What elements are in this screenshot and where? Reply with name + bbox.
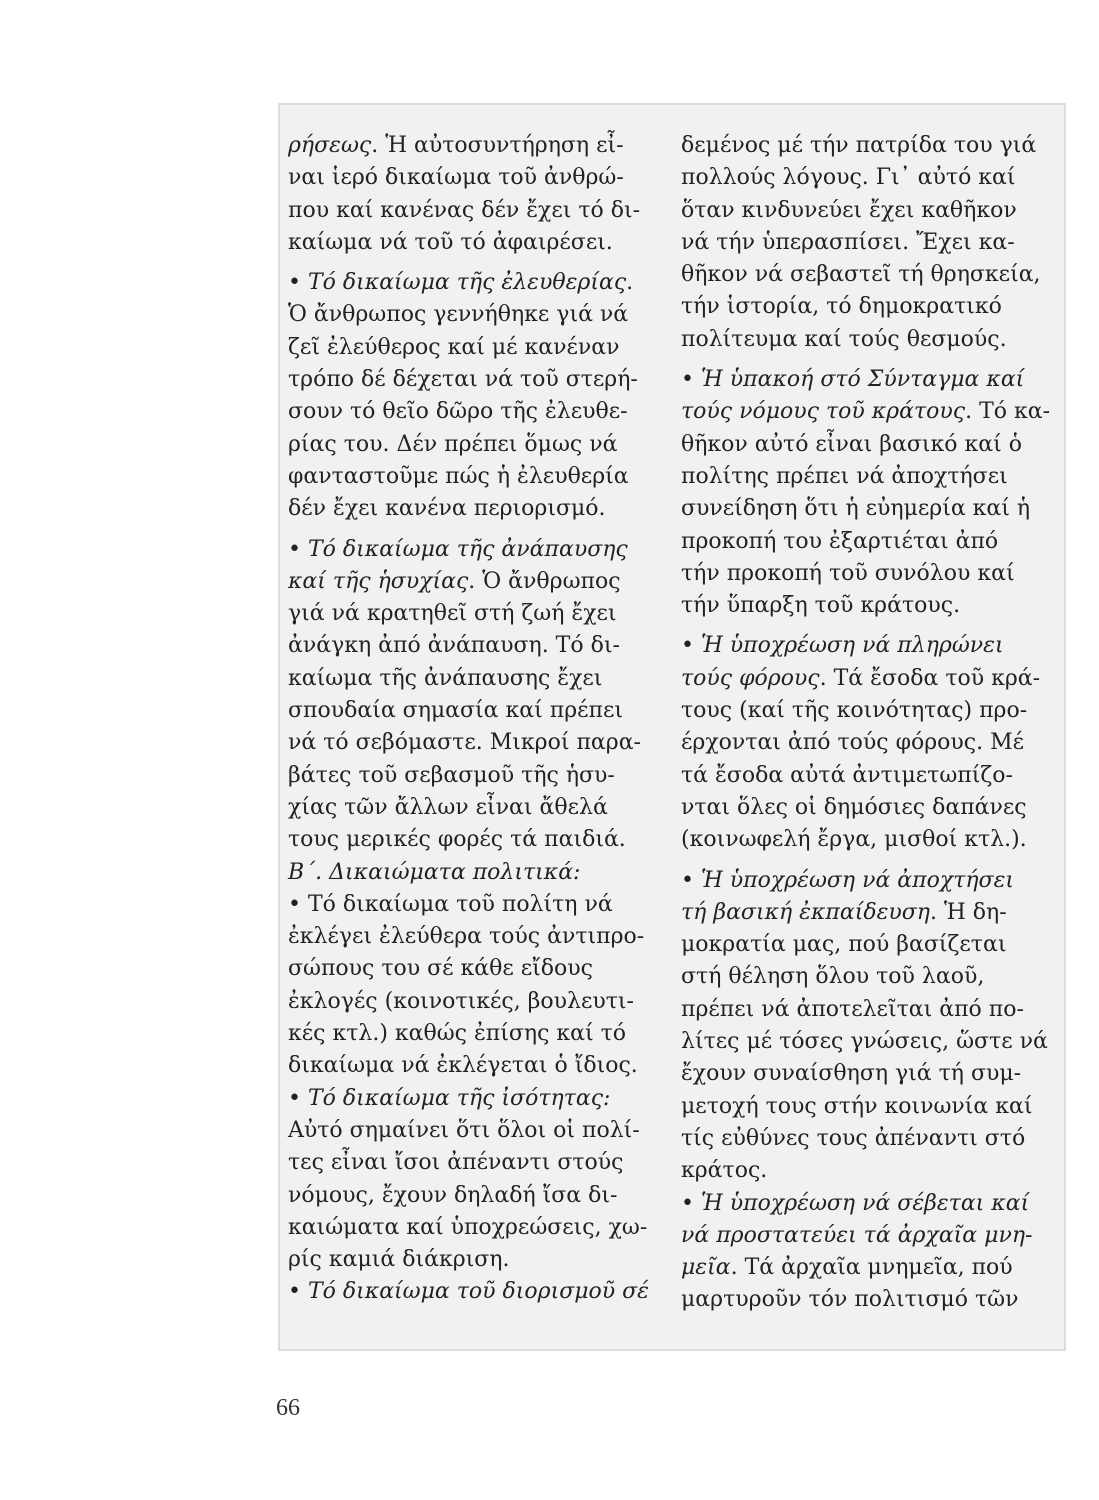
- body-text: • Τό δικαίωμα τοῦ πολίτη νά: [288, 891, 613, 917]
- text-line: [288, 1276, 668, 1308]
- text-line: [288, 857, 668, 889]
- body-text: καίωμα τῆς ἀνάπαυσης ἔχει: [288, 665, 603, 691]
- italic-text: Τό δικαίωμα τῆς ἐλευθερίας: [307, 270, 627, 296]
- text-line: [288, 1083, 668, 1115]
- text-line: [288, 566, 668, 598]
- text-line: [288, 727, 668, 759]
- body-text: ἐκλογές (κοινοτικές, βουλευτι-: [288, 988, 634, 1014]
- text-line: [288, 760, 668, 792]
- body-text: •: [681, 367, 701, 393]
- body-text: κές κτλ.) καθώς ἐπίσης καί τό: [288, 1021, 627, 1047]
- text-line: [288, 396, 668, 428]
- body-text: νά τό σεβόμαστε. Μικροί παρα-: [288, 730, 641, 756]
- italic-text: Τό δικαίωμα τοῦ διορισμοῦ σέ: [307, 1279, 649, 1305]
- text-line: [288, 663, 668, 695]
- italic-text: Β΄. Δικαιώματα πολιτικά:: [288, 859, 581, 885]
- body-text: σουν τό θεῖο δῶρο τῆς ἐλευθε-: [288, 399, 628, 425]
- body-text: προκοπή του ἐξαρτιέται ἀπό: [681, 528, 999, 554]
- italic-text: Ἡ ὑποχρέωση νά ἀποχτήσει: [700, 867, 1015, 893]
- left-column: [288, 130, 668, 1309]
- body-text: ρίας του. Δέν πρέπει ὅμως νά: [288, 431, 618, 457]
- text-line: [681, 195, 1057, 227]
- body-text: . Ἡ αὐτοσυντήρηση εἶ-: [371, 133, 624, 158]
- text-line: [681, 227, 1057, 259]
- body-text: έρχονται ἀπό τούς φόρους. Μέ: [681, 730, 1025, 756]
- text-line: [681, 1155, 1057, 1187]
- text-line: [681, 324, 1057, 356]
- body-text: ἔχουν συναίσθηση γιά τή συμ-: [681, 1061, 1022, 1087]
- body-text: ὅταν κινδυνεύει ἔχει καθῆκον: [681, 197, 1017, 223]
- body-text: νται ὅλες οἱ δημόσιες δαπάνες: [681, 794, 1027, 820]
- text-line: [681, 461, 1057, 493]
- body-text: . Ὁ ἄνθρωπος: [468, 568, 621, 594]
- body-text: βάτες τοῦ σεβασμοῦ τῆς ἡσυ-: [288, 762, 615, 788]
- body-text: τρόπο δέ δέχεται νά τοῦ στερή-: [288, 367, 638, 393]
- text-line: [288, 332, 668, 364]
- text-line: [681, 590, 1057, 622]
- body-text: . Ἡ δη-: [929, 899, 1007, 925]
- body-text: δεμένος μέ τήν πατρίδα του γιά: [681, 133, 1037, 158]
- text-line: [288, 889, 668, 921]
- text-line: [288, 1180, 668, 1212]
- body-text: . Τά ἔσοδα τοῦ κρά-: [819, 665, 1041, 691]
- text-line: [681, 558, 1057, 590]
- body-text: συνείδηση ὅτι ἡ εὐημερία καί ἡ: [681, 496, 1031, 522]
- italic-text: Ἡ ὑπακοή στό Σύνταγμα καί: [700, 367, 1025, 393]
- italic-text: Ἡ ὑποχρέωση νά σέβεται καί: [700, 1190, 1030, 1216]
- body-text: (κοινωφελή ἔργα, μισθοί κτλ.).: [681, 827, 1027, 853]
- text-line: [681, 291, 1057, 323]
- body-text: νά τήν ὑπερασπίσει. Ἔχει κα-: [681, 229, 1015, 255]
- body-text: τήν προκοπή τοῦ συνόλου καί: [681, 560, 1015, 586]
- body-text: πρέπει νά ἀποτελεῖται ἀπό πο-: [681, 996, 1024, 1022]
- body-text: •: [288, 536, 308, 562]
- text-line: [288, 1212, 668, 1244]
- body-text: τά ἔσοδα αὐτά ἀντιμετωπίζο-: [681, 762, 1013, 788]
- body-text: στή θέληση ὅλου τοῦ λαοῦ,: [681, 964, 985, 990]
- italic-text: τούς νόμους τοῦ κράτους: [681, 399, 966, 425]
- text-line: [681, 162, 1057, 194]
- text-line: [288, 792, 668, 824]
- text-line: [681, 865, 1057, 897]
- text-line: [681, 663, 1057, 695]
- text-line: [288, 461, 668, 493]
- italic-text: νά προστατεύει τά ἀρχαῖα μνη-: [681, 1222, 1033, 1248]
- body-text: τίς εὐθύνες τους ἀπέναντι στό: [681, 1125, 1026, 1151]
- body-text: καίωμα νά τοῦ τό ἀφαιρέσει.: [288, 229, 613, 255]
- body-text: Ὁ ἄνθρωπος γεννήθηκε γιά νά: [288, 302, 629, 328]
- paragraph-gap: [681, 622, 1057, 630]
- paragraph-gap: [681, 857, 1057, 865]
- body-text: θῆκον νά σεβαστεῖ τή θρησκεία,: [681, 262, 1041, 288]
- italic-text: τούς φόρους: [681, 665, 820, 691]
- text-line: [288, 921, 668, 953]
- body-text: τήν ἱστορία, τό δημοκρατικό: [681, 294, 1002, 320]
- body-text: τους (καί τῆς κοινότητας) προ-: [681, 698, 1028, 724]
- text-line: [681, 961, 1057, 993]
- body-text: . Τά ἀρχαῖα μνημεῖα, πού: [730, 1255, 1013, 1281]
- body-text: •: [288, 1279, 308, 1305]
- body-text: .: [626, 270, 634, 296]
- body-text: πολλούς λόγους. Γι᾽ αὐτό καί: [681, 165, 1016, 191]
- text-line: [681, 760, 1057, 792]
- italic-text: ρήσεως: [288, 133, 372, 158]
- body-text: γιά νά κρατηθεῖ στή ζωή ἔχει: [288, 601, 617, 627]
- text-line: [288, 162, 668, 194]
- body-text: . Τό κα-: [965, 399, 1051, 425]
- text-line: [681, 493, 1057, 525]
- text-line: [681, 396, 1057, 428]
- body-text: φανταστοῦμε πώς ἡ ἐλευθερία: [288, 463, 629, 489]
- text-line: [288, 493, 668, 525]
- text-line: [681, 897, 1057, 929]
- text-line: [288, 598, 668, 630]
- text-line: [288, 1115, 668, 1147]
- body-text: μετοχή τους στήν κοινωνία καί: [681, 1093, 1033, 1119]
- body-text: δικαίωμα νά ἐκλέγεται ὁ ἴδιος.: [288, 1053, 638, 1079]
- body-text: ρίς καμιά διάκριση.: [288, 1247, 510, 1273]
- italic-text: Τό δικαίωμα τῆς ἰσότητας:: [307, 1085, 611, 1111]
- text-line: [288, 630, 668, 662]
- body-text: •: [288, 270, 308, 296]
- text-line: [288, 364, 668, 396]
- text-line: [288, 429, 668, 461]
- body-text: ἀνάγκη ἀπό ἀνάπαυση. Τό δι-: [288, 633, 620, 659]
- body-text: τες εἶναι ἴσοι ἀπέναντι στούς: [288, 1150, 624, 1176]
- body-text: •: [681, 1190, 701, 1216]
- text-line: [681, 824, 1057, 856]
- body-text: σπουδαία σημασία καί πρέπει: [288, 698, 624, 724]
- text-line: [288, 130, 668, 162]
- text-line: [288, 534, 668, 566]
- text-line: [681, 429, 1057, 461]
- text-line: [288, 195, 668, 227]
- body-text: σώπους του σέ κάθε εἴδους: [288, 956, 593, 982]
- body-text: μοκρατία μας, πού βασίζεται: [681, 932, 1007, 958]
- text-line: [681, 1188, 1057, 1220]
- text-line: [288, 227, 668, 259]
- text-line: [288, 1018, 668, 1050]
- text-line: [681, 1123, 1057, 1155]
- text-line: [681, 1284, 1057, 1316]
- text-line: [288, 824, 668, 856]
- body-text: θῆκον αὐτό εἶναι βασικό καί ὁ: [681, 431, 1022, 457]
- text-line: [681, 1058, 1057, 1090]
- text-line: [681, 630, 1057, 662]
- body-text: δέν ἔχει κανένα περιορισμό.: [288, 496, 606, 522]
- text-line: [681, 929, 1057, 961]
- italic-text: Ἡ ὑποχρέωση νά πληρώνει: [700, 633, 1004, 659]
- body-text: •: [288, 1085, 308, 1111]
- text-line: [288, 267, 668, 299]
- text-line: [681, 1220, 1057, 1252]
- italic-text: Τό δικαίωμα τῆς ἀνάπαυσης: [307, 536, 628, 562]
- paragraph-gap: [681, 356, 1057, 364]
- text-line: [681, 1091, 1057, 1123]
- text-line: [681, 994, 1057, 1026]
- body-text: που καί κανένας δέν ἔχει τό δι-: [288, 197, 641, 223]
- text-line: [681, 259, 1057, 291]
- text-line: [681, 1026, 1057, 1058]
- text-line: [288, 1147, 668, 1179]
- text-line: [288, 953, 668, 985]
- body-text: πολίτευμα καί τούς θεσμούς.: [681, 326, 1007, 352]
- body-text: ζεῖ ἐλεύθερος καί μέ κανέναν: [288, 334, 620, 360]
- text-line: [288, 299, 668, 331]
- body-text: μαρτυροῦν τόν πολιτισμό τῶν: [681, 1287, 1019, 1313]
- italic-text: καί τῆς ἡσυχίας: [288, 568, 469, 594]
- text-line: [288, 1244, 668, 1276]
- text-line: [681, 792, 1057, 824]
- body-text: ναι ἱερό δικαίωμα τοῦ ἀνθρώ-: [288, 165, 624, 191]
- right-column: [681, 130, 1057, 1317]
- body-text: ἐκλέγει ἐλεύθερα τούς ἀντιπρο-: [288, 924, 645, 950]
- text-line: [681, 727, 1057, 759]
- text-line: [288, 1050, 668, 1082]
- italic-text: μεῖα: [681, 1255, 731, 1281]
- body-text: νόμους, ἔχουν δηλαδή ἴσα δι-: [288, 1182, 618, 1208]
- body-text: λίτες μέ τόσες γνώσεις, ὥστε νά: [681, 1029, 1048, 1055]
- text-line: [681, 695, 1057, 727]
- text-line: [288, 986, 668, 1018]
- body-text: τήν ὕπαρξη τοῦ κράτους.: [681, 593, 961, 619]
- page-number: 66: [276, 1395, 300, 1421]
- body-text: •: [681, 633, 701, 659]
- body-text: πολίτης πρέπει νά ἀποχτήσει: [681, 463, 1008, 489]
- italic-text: τή βασική ἐκπαίδευση: [681, 899, 930, 925]
- paragraph-gap: [288, 259, 668, 267]
- body-text: καιώματα καί ὑποχρεώσεις, χω-: [288, 1214, 648, 1240]
- paragraph-gap: [288, 526, 668, 534]
- body-text: •: [681, 867, 701, 893]
- body-text: κράτος.: [681, 1158, 768, 1184]
- body-text: χίας τῶν ἄλλων εἶναι ἄθελά: [288, 794, 608, 820]
- text-line: [681, 1252, 1057, 1284]
- text-line: [288, 695, 668, 727]
- text-line: [681, 364, 1057, 396]
- text-line: [681, 130, 1057, 162]
- text-line: [681, 526, 1057, 558]
- body-text: τους μερικές φορές τά παιδιά.: [288, 827, 626, 853]
- body-text: Αὐτό σημαίνει ὅτι ὅλοι οἱ πολί-: [288, 1117, 640, 1143]
